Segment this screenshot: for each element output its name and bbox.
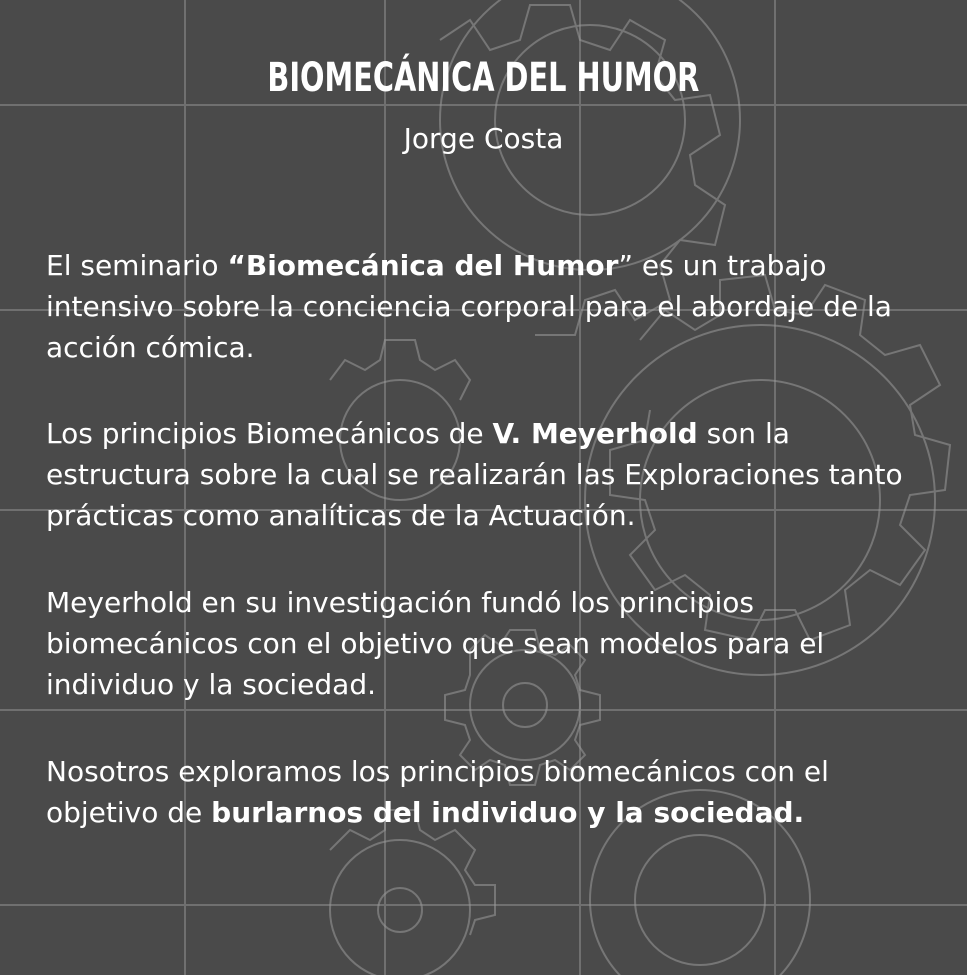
text-run: Los principios Biomecánicos de (46, 417, 493, 450)
text-run: ” es un trabajo intensivo sobre la conciencia corporal para el abordaje de la acción cómica. (46, 249, 892, 364)
paragraph-principles (46, 413, 936, 536)
paragraph-meyerhold (46, 582, 936, 705)
bold-text-run: V. Meyerhold (492, 417, 698, 450)
text-run: Nosotros exploramos los principios biomecánicos con el objetivo de (46, 755, 829, 829)
text-run: son la estructura sobre la cual se realizarán las Exploraciones tanto prácticas como analíticas de la Actuación. (46, 417, 903, 532)
paragraph-nosotros (46, 751, 936, 833)
paragraph-intro (46, 245, 936, 368)
text-run: El seminario (46, 249, 228, 282)
page-title: BIOMECÁNICA DEL HUMOR (267, 55, 700, 101)
bold-text-run: burlarnos del individuo y la sociedad. (211, 796, 805, 829)
text-run: Meyerhold en su investigación fundó los principios biomecánicos con el objetivo que sean modelos para el individuo y la sociedad. (46, 586, 825, 701)
bold-text-run: “Biomecánica del Humor (227, 249, 619, 282)
author-name: Jorge Costa (403, 122, 564, 155)
